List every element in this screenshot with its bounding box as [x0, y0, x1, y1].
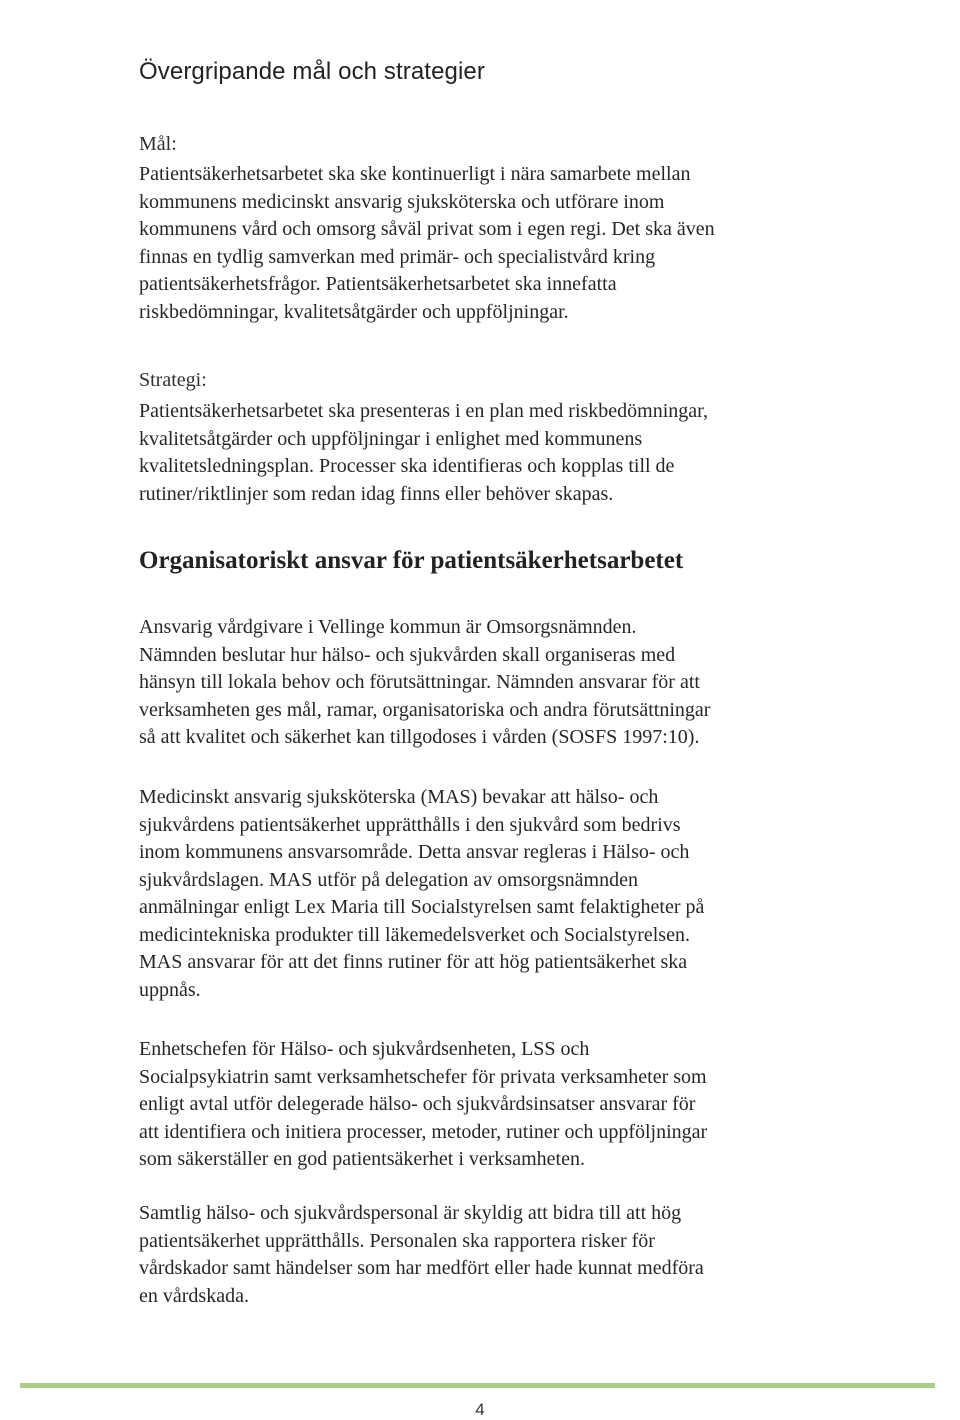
section-heading-organisational-responsibility: Organisatoriskt ansvar för patientsäkerhetsarbetet [139, 547, 684, 574]
text-line: finnas en tydlig samverkan med primär- och specialistvård kring [139, 245, 656, 268]
text-line: hänsyn till lokala behov och förutsättningar. Nämnden ansvarar för att [139, 671, 700, 693]
text-line: MAS ansvarar för att det finns rutiner för att hög patientsäkerhet ska [139, 951, 688, 973]
text-line: uppnås. [139, 978, 201, 1001]
text-line: Patientsäkerhetsarbetet ska ske kontinuerligt i nära samarbete mellan [139, 163, 691, 185]
text-line: kvalitetsledningsplan. Processer ska identifieras och kopplas till de [139, 455, 675, 477]
text-line: medicintekniska produkter till läkemedelsverket och Socialstyrelsen. [139, 923, 690, 946]
text-line: som säkerställer en god patientsäkerhet i verksamheten. [139, 1148, 585, 1170]
text-line: Patientsäkerhetsarbetet ska presenteras i en plan med riskbedömningar, [139, 400, 709, 422]
text-line: sjukvårdslagen. MAS utför på delegation av omsorgsnämnden [139, 868, 638, 891]
text-line: kommunens vård och omsorg såväl privat som i egen regi. Det ska även [139, 218, 715, 240]
text-line: kvalitetsåtgärder och uppföljningar i enlighet med kommunens [139, 427, 643, 450]
text-line: Enhetschefen för Hälso- och sjukvårdsenheten, LSS och [139, 1038, 590, 1060]
text-line: vårdskador samt händelser som har medfört eller hade kunnat medföra [139, 1257, 704, 1279]
text-line: inom kommunens ansvarsområde. Detta ansvar regleras i Hälso- och [139, 841, 690, 863]
footer-divider [20, 1383, 935, 1388]
responsibility-paragraph-mas [139, 784, 829, 1004]
strategy-paragraph [139, 398, 829, 508]
text-line: Samtlig hälso- och sjukvårdspersonal är skyldig att bidra till att hög [139, 1202, 682, 1224]
goal-label: Mål: [139, 133, 177, 155]
text-line: en vårdskada. [139, 1284, 249, 1307]
section-heading-goals-strategies: Övergripande mål och strategier [139, 58, 485, 85]
text-line: patientsäkerhetsfrågor. Patientsäkerhetsarbetet ska innefatta [139, 273, 617, 295]
text-line: verksamheten ges mål, ramar, organisatoriska och andra förutsättningar [139, 698, 711, 721]
responsibility-paragraph-board [139, 614, 829, 752]
text-line: att identifiera och initiera processer, metoder, rutiner och uppföljningar [139, 1120, 708, 1143]
responsibility-paragraph-unit-heads [139, 1036, 829, 1174]
text-line: Socialpsykiatrin samt verksamhetschefer för privata verksamheter som [139, 1065, 707, 1088]
text-line: sjukvårdens patientsäkerhet upprätthålls i den sjukvård som bedrivs [139, 813, 681, 836]
text-line: så att kvalitet och säkerhet kan tillgodoses i vården (SOSFS 1997:10). [139, 726, 700, 748]
strategy-label: Strategi: [139, 369, 207, 391]
text-line: rutiner/riktlinjer som redan idag finns eller behöver skapas. [139, 482, 614, 505]
text-line: riskbedömningar, kvalitetsåtgärder och uppföljningar. [139, 300, 569, 323]
text-line: Nämnden beslutar hur hälso- och sjukvården skall organiseras med [139, 643, 676, 666]
page-number: 4 [475, 1400, 485, 1419]
responsibility-paragraph-staff [139, 1200, 829, 1310]
text-line: patientsäkerhet upprätthålls. Personalen ska rapportera risker för [139, 1229, 655, 1252]
text-line: anmälningar enligt Lex Maria till Socialstyrelsen samt felaktigheter på [139, 896, 705, 918]
text-line: Medicinskt ansvarig sjuksköterska (MAS) bevakar att hälso- och [139, 786, 659, 808]
text-line: kommunens medicinskt ansvarig sjuksköterska och utförare inom [139, 190, 665, 213]
goal-paragraph [139, 161, 829, 326]
text-line: enligt avtal utför delegerade hälso- och sjukvårdsinsatser ansvarar för [139, 1093, 696, 1115]
text-line: Ansvarig vårdgivare i Vellinge kommun är Omsorgsnämnden. [139, 616, 637, 638]
